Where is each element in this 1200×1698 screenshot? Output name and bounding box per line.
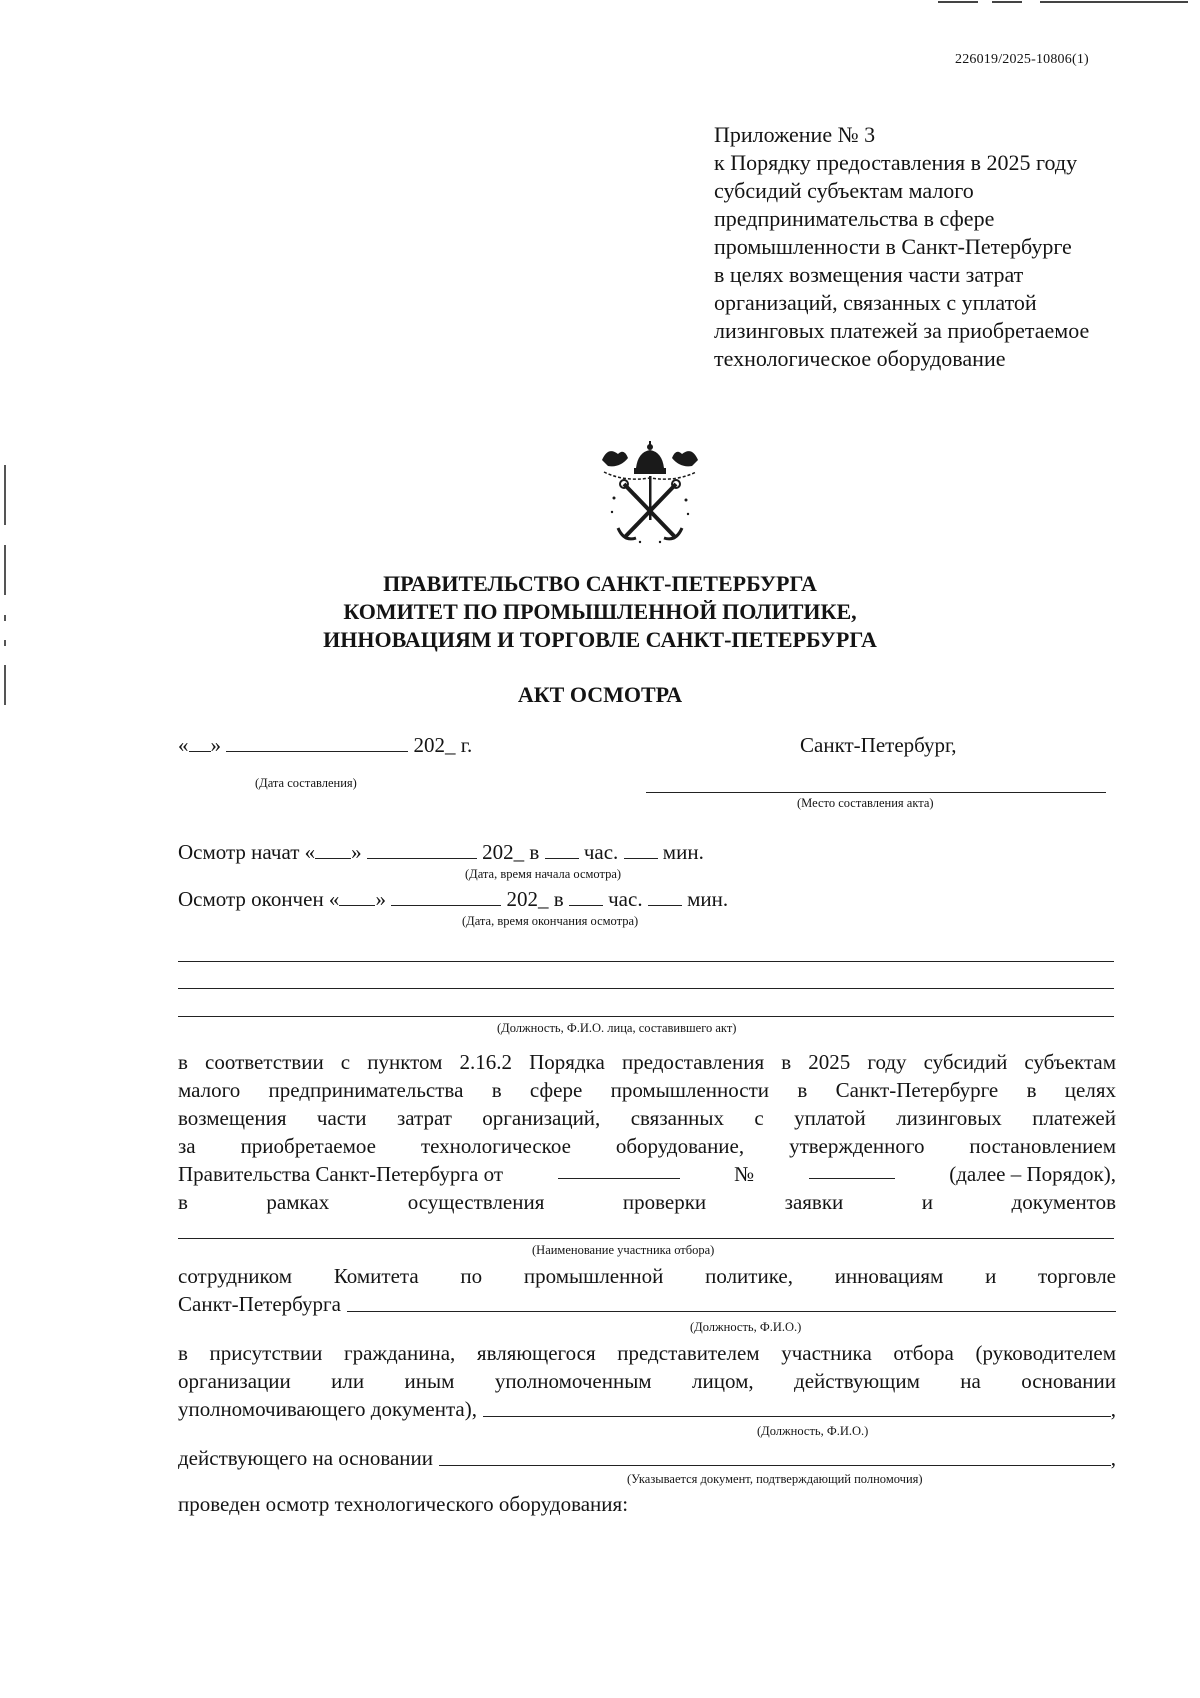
comma: , [1110, 1397, 1116, 1421]
paragraph-line [178, 1395, 1116, 1423]
end-hour-blank[interactable] [569, 887, 603, 906]
representative-caption: (Должность, Ф.И.О.) [757, 1424, 869, 1438]
paragraph-line: в присутствии гражданина, являющегося представителем участника отбора (руководителем [178, 1341, 1116, 1365]
paragraph-line: в соответствии с пунктом 2.16.2 Порядка предоставления в 2025 году субсидий субъектам [178, 1050, 1116, 1074]
end-month-blank[interactable] [391, 887, 501, 906]
org-line-government: ПРАВИТЕЛЬСТВО САНКТ-ПЕТЕРБУРГА [383, 571, 817, 596]
inspector-blank-line[interactable] [178, 988, 1114, 989]
date-caption: (Дата составления) [255, 776, 357, 790]
inspection-end-label: Осмотр окончен « [178, 887, 340, 911]
scan-edge-marks [930, 0, 1200, 4]
appendix-reference [714, 121, 1089, 373]
closing-line: проведен осмотр технологического оборудования: [178, 1492, 629, 1516]
appendix-line: Приложение № 3 [714, 122, 876, 147]
authority-caption: (Указывается документ, подтверждающий полномочия) [627, 1472, 923, 1486]
spb-coat-of-arms-icon [594, 438, 706, 550]
inspector-blank-line[interactable] [178, 1016, 1114, 1017]
paragraph-line: в рамках осуществления проверки заявки и документов [178, 1190, 1116, 1214]
appendix-line: в целях возмещения части затрат [714, 262, 1024, 287]
year-text: 202_ г. [413, 733, 473, 757]
document-text: уполномочивающего документа), [178, 1397, 477, 1421]
representative-paragraph [178, 1339, 1116, 1423]
representative-blank[interactable] [483, 1398, 1111, 1417]
paragraph-line [178, 1290, 1116, 1318]
inspection-end-row [178, 887, 728, 912]
comma: , [1110, 1446, 1116, 1470]
employee-paragraph [178, 1262, 1116, 1318]
hours-label: час. [608, 887, 643, 911]
end-day-blank[interactable] [339, 887, 375, 906]
document-number: 226019/2025-10806(1) [955, 52, 1089, 67]
organization-header [0, 570, 1200, 654]
end-year: 202_ в [506, 887, 564, 911]
org-line-committee-cont: ИННОВАЦИЯМ И ТОРГОВЛЕ САНКТ-ПЕТЕРБУРГА [323, 627, 877, 652]
place-blank[interactable] [646, 792, 1106, 793]
inspection-start-caption: (Дата, время начала осмотра) [465, 867, 622, 881]
start-day-blank[interactable] [315, 840, 351, 859]
close-quote: » [375, 887, 386, 911]
minutes-label: мин. [687, 887, 729, 911]
resolution-date-blank[interactable] [558, 1160, 680, 1179]
paragraph-line: сотрудником Комитета по промышленной политике, инновациям и торговле [178, 1264, 1116, 1288]
inspection-start-row [178, 840, 704, 865]
paragraph-line: организации или иным уполномоченным лицом, действующим на основании [178, 1369, 1116, 1393]
date-row [178, 733, 472, 758]
inspector-blank-line[interactable] [178, 961, 1114, 962]
resolution-label: Правительства Санкт-Петербурга от [178, 1162, 504, 1186]
number-sign: № [734, 1162, 755, 1186]
appendix-line: технологическое оборудование [714, 346, 1006, 371]
appendix-line: организаций, связанных с уплатой [714, 290, 1037, 315]
city-text: Санкт-Петербурга [178, 1292, 341, 1316]
resolution-number-blank[interactable] [809, 1160, 895, 1179]
appendix-line: к Порядку предоставления в 2025 году [714, 150, 1078, 175]
paragraph-line: за приобретаемое технологическое оборудование, утвержденного постановлением [178, 1134, 1116, 1158]
authority-paragraph [178, 1444, 1116, 1472]
place-caption: (Место составления акта) [797, 796, 934, 810]
city: Санкт-Петербург, [800, 733, 957, 757]
minutes-label: мин. [662, 840, 704, 864]
appendix-line: предпринимательства в сфере [714, 206, 995, 231]
appendix-line: промышленности в Санкт-Петербурге [714, 234, 1072, 259]
open-quote: « [178, 733, 189, 757]
act-title: АКТ ОСМОТРА [517, 682, 683, 707]
start-hour-blank[interactable] [545, 840, 579, 859]
paragraph-line [178, 1160, 1116, 1188]
close-quote: » [351, 840, 362, 864]
employee-blank[interactable] [347, 1293, 1116, 1312]
basis-paragraph [178, 1048, 1116, 1216]
start-month-blank[interactable] [367, 840, 477, 859]
hereinafter-text: (далее – Порядок), [949, 1162, 1116, 1186]
paragraph-line: возмещения части затрат организаций, связанных с уплатой лизинговых платежей [178, 1106, 1116, 1130]
end-minute-blank[interactable] [648, 887, 682, 906]
start-minute-blank[interactable] [624, 840, 658, 859]
appendix-line: субсидий субъектам малого [714, 178, 974, 203]
inspector-caption: (Должность, Ф.И.О. лица, составившего акт) [497, 1021, 737, 1035]
inspection-end-caption: (Дата, время окончания осмотра) [462, 914, 639, 928]
paragraph-line: малого предпринимательства в сфере промышленности в Санкт-Петербурге в целях [178, 1078, 1116, 1102]
authority-blank[interactable] [439, 1447, 1111, 1466]
paragraph-line [178, 1444, 1116, 1472]
participant-blank[interactable] [178, 1238, 1114, 1239]
hours-label: час. [583, 840, 619, 864]
close-quote: » [210, 733, 221, 757]
employee-caption: (Должность, Ф.И.О.) [690, 1320, 802, 1334]
day-blank[interactable] [189, 733, 211, 752]
org-line-committee: КОМИТЕТ ПО ПРОМЫШЛЕННОЙ ПОЛИТИКЕ, [343, 599, 857, 624]
authority-label: действующего на основании [178, 1446, 434, 1470]
month-blank[interactable] [226, 733, 408, 752]
participant-caption: (Наименование участника отбора) [532, 1243, 715, 1257]
inspection-start-label: Осмотр начат « [178, 840, 316, 864]
start-year: 202_ в [482, 840, 540, 864]
appendix-line: лизинговых платежей за приобретаемое [714, 318, 1090, 343]
